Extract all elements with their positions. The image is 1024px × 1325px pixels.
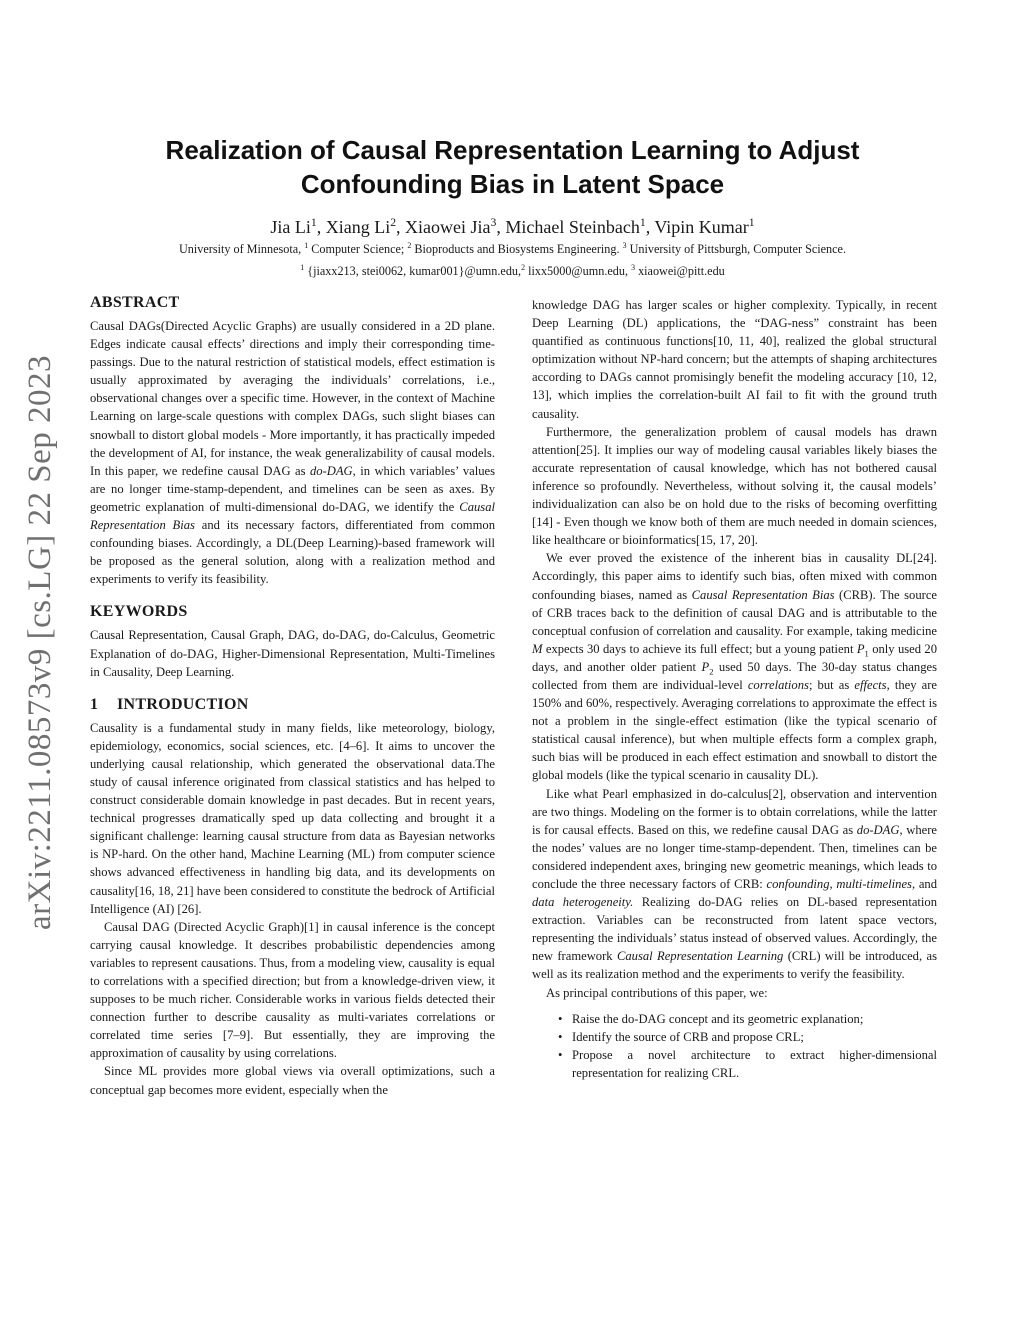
author: Michael Steinbach$^1$ — [505, 216, 646, 237]
intro-paragraph-3: Since ML provides more global views via overall optimizations, such a conceptual gap becomes more evident, especially when the — [90, 1064, 495, 1097]
list-item: • Raise the do-DAG concept and its geometric explanation; — [572, 1010, 937, 1028]
right-column — [532, 296, 937, 1082]
affiliations: University of Minnesota, $^1$ Computer Science; $^2$ Bioproducts and Biosystems Engineering. $^3$ University of Pittsburgh, Computer Science. — [178, 240, 847, 256]
author: Xiang Li$^2$ — [325, 216, 397, 237]
paper-title — [90, 133, 935, 201]
intro-paragraph-4: knowledge DAG has larger scales or higher complexity. Typically, in recent Deep Learning (DL) applications, the “DAG-ness” constraint has been quantified as continuous functions[10, 11, 40], realized the global structural optimization without NP-hard concern; but the attempts of shaping architectures according to DAGs cannot promisingly benefit the modeling accuracy [10, 12, 13], which implies the correlation-built AI fail to fit with the ground truth causality. — [532, 298, 937, 421]
abstract-heading: ABSTRACT — [90, 294, 180, 311]
author-list: Jia Li$^1$, Xiang Li$^2$, Xiaowei Jia$^3$, Michael Steinbach$^1$, Vipin Kumar$^1$ — [270, 216, 755, 237]
keywords-text: Causal Representation, Causal Graph, DAG, do-DAG, do-Calculus, Geometric Explanation of do-DAG, Higher-Dimensional Representation, Multi-Timelines in Causality, Deep Learning. — [90, 628, 495, 679]
intro-paragraph-7: Like what Pearl emphasized in do-calculus[2], observation and intervention are two things. Modeling on the former is to obtain correlations, while the latter is for causal effects. Based on this, we redefine causal DAG as do-DAG, where the nodes’ values are no longer time-stamp-dependent. Then, timelines can be considered independent axes, bringing new geometric meanings, which leads to conclude the three necessary factors of CRB: confounding, multi-timelines, and data heterogeneity. Realizing do-DAG relies on DL-based representation extraction. Variables can be reconstructed from latent space vectors, representing the individuals’ status instead of observed values. Accordingly, the new framework Causal Representation Learning (CRL) will be introduced, as well as its realization method and the experiments to verify the feasibility. — [532, 786, 938, 982]
author: Vipin Kumar$^1$ — [654, 216, 755, 237]
intro-paragraph-2: Causal DAG (Directed Acyclic Graph)[1] in causal inference is the concept carrying causal knowledge. It describes probabilistic dependencies among variables to represent causations. Thus, from a modeling view, causality is equal to correlations with a specified direction; but from a knowledge-driven view, it supposes to be much richer. Considerable works in various fields detected their connection further to describe causality as multi-variates correlations or correlated time series [7–9]. But essentially, they are improving the approximation of causality by using correlations. — [90, 919, 495, 1061]
intro-paragraph-1: Causality is a fundamental study in many fields, like meteorology, biology, epidemiology, economics, social sciences, etc. [4–6]. It aims to uncover the underlying causal relationship, which generated the observational data.The study of causal inference originated from classical statistics and has helped to construct considerable domain knowledge in past decades. But in recent years, technical progresses dramatically sped up data collecting and brought it a significant challenge: learning causal structure from data as Bayesian networks is NP-hard. On the other hand, Machine Learning (ML) from computer science shows advanced effectiveness in handling big data, and its developments on causality[16, 18, 21] have been considered to constitute the bedrock of Artificial Intelligence (AI) [26]. — [90, 720, 495, 916]
author-emails: $^1$ {jiaxx213, stei0062, kumar001}@umn.edu,$^2$ lixx5000@umn.edu, $^3$ xiaowei@pitt.edu — [300, 262, 725, 278]
intro-paragraph-6: We ever proved the existence of the inherent bias in causality DL[24]. Accordingly, this paper aims to identify such bias, often mixed with common confounding biases, named as Causal Representation Bias (CRB). The source of CRB traces back to the definition of causal DAG and is attributable to the conceptual confusion of correlation and causality. For example, taking medicine M expects 30 days to achieve its full effect; but a young patient $P_1$ only used 20 days, and another older patient $P_2$ used 50 days. The 30-day status changes collected from them are individual-level correlations; but as effects, they are 150% and 60%, respectively. Averaging correlations to approximate the effect is not a problem in the single-effect estimation (like the typical scenario of statistical causal inference), but when multiple effects form a complex graph, such bias will be produced in each effect estimation and snowball to distort the global models (like the typical scenario in causality DL). — [532, 551, 938, 783]
left-column — [90, 293, 495, 1099]
abstract-text: Causal DAGs(Directed Acyclic Graphs) are usually considered in a 2D plane. Edges indicate causal effects’ directions and imply their corresponding time-passings. Due to the natural restriction of statistical models, effect estimation is usually approximated by averaging the individuals’ correlations, i.e., observational changes over a specific time. However, in the context of Machine Learning on large-scale questions with complex DAGs, such slight biases can snowball to distort global models - More importantly, it has practically impeded the development of AI, for instance, the weak generalizability of causal models. In this paper, we redefine causal DAG as do-DAG, in which variables’ values are no longer time-stamp-dependent, and timelines can be seen as axes. By geometric explanation of multi-dimensional do-DAG, we identify the Causal Representation Bias and its necessary factors, differentiated from common confounding biases. Accordingly, a DL(Deep Learning)-based framework will be proposed as the general solution, along with a realization method and experiments to verify its feasibility. — [90, 319, 495, 587]
author: Jia Li$^1$ — [270, 216, 317, 237]
arxiv-identifier: arXiv:2211.08573v9 [cs.LG] 22 Sep 2023 — [22, 354, 58, 930]
bullet-icon: • — [558, 1047, 563, 1062]
list-item: • Propose a novel architecture to extract higher-dimensional representation for realizing CRL. — [558, 1047, 937, 1080]
keywords-heading: KEYWORDS — [90, 603, 188, 621]
bullet-icon: • — [558, 1029, 563, 1044]
introduction-heading: 1 INTRODUCTION — [90, 695, 249, 713]
author: Xiaowei Jia$^3$ — [405, 216, 497, 237]
title-line-1: Realization of Causal Representation Learning to Adjust — [165, 135, 860, 165]
list-item: • Identify the source of CRB and propose CRL; — [572, 1028, 937, 1046]
intro-paragraph-8: As principal contributions of this paper, we: — [546, 985, 768, 1000]
contributions-list — [532, 1010, 937, 1082]
bullet-icon: • — [558, 1011, 563, 1026]
intro-paragraph-5: Furthermore, the generalization problem of causal models has drawn attention[25]. It implies our way of modeling causal variables likely biases the accurate representation of causal knowledge, which has not bothered causal inference so profoundly. Nevertheless, without solving it, the causal models’ individualization can also be on hold due to the risks of becoming overfitting [14] - Even though we know both of them are much needed in domain sciences, like healthcare or bioinformatics[15, 17, 20]. — [532, 424, 937, 548]
title-line-2: Confounding Bias in Latent Space — [300, 169, 725, 199]
